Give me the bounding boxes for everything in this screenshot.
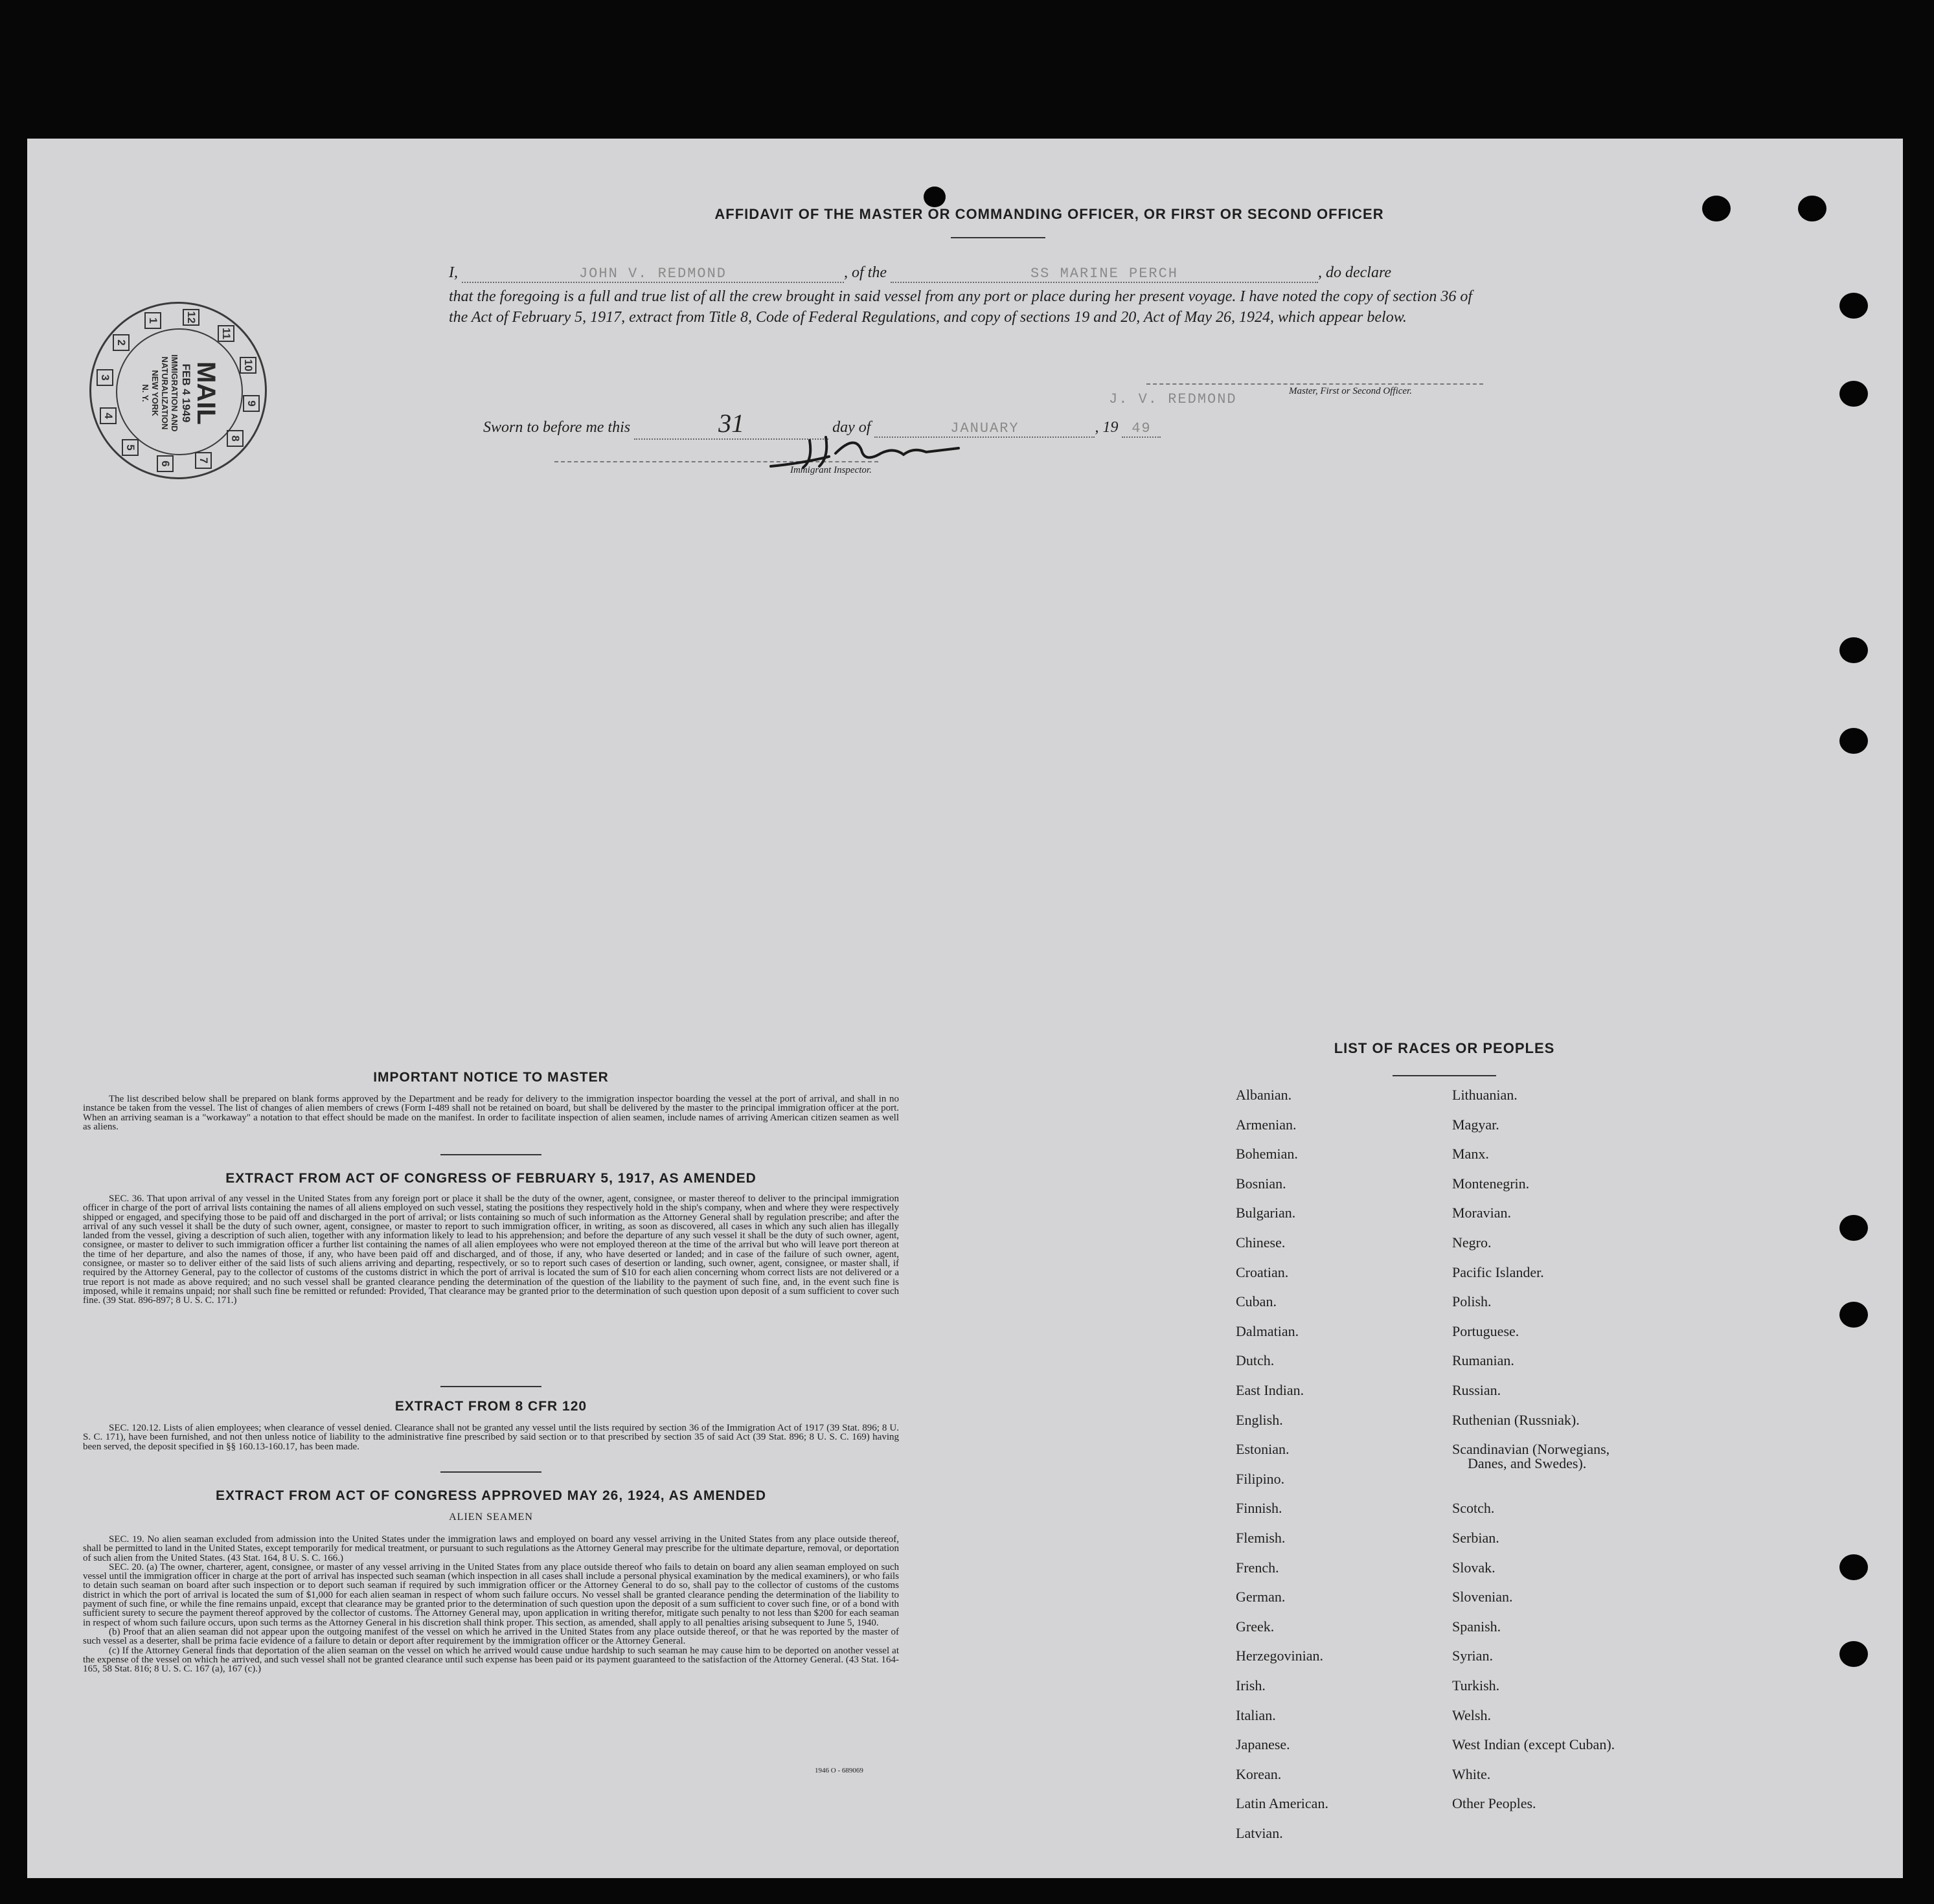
extract-cfr-paragraph: SEC. 120.12. Lists of alien employees; when clearance of vessel denied. Clearance shall not be granted any vessel until the lists required by section 36 of the Immigration Act of 1917 (39 Stat. 896; 8 U. S. C. 171), have been furnished, and not then unless notice of liability to the administrative fine prescribed by said section or to that prescribed by section 35 of said Act (39 Stat. 896; 8 U. S. C. 169) having been served, the deposit specified in §§ 160.13-160.17, has been made.: [83, 1423, 899, 1452]
year-prefix: , 19: [1095, 419, 1119, 436]
extract-1924-subheading: ALIEN SEAMEN: [449, 1512, 533, 1523]
punch-hole: [1839, 1554, 1868, 1580]
stamp-mail: MAIL: [192, 361, 220, 425]
race-item: Ruthenian (Russniak).: [1452, 1411, 1580, 1428]
extract-cfr-text: [83, 1423, 899, 1451]
race-item: Flemish.: [1236, 1530, 1286, 1546]
stamp-digit: 5: [122, 439, 139, 456]
punch-hole: [1839, 1302, 1868, 1328]
sworn-label: Sworn to before me this: [483, 419, 631, 436]
stamp-digit: 2: [113, 334, 130, 351]
punch-hole: [1839, 637, 1868, 663]
stamp-digit: 7: [195, 452, 212, 469]
race-item: Croatian.: [1236, 1264, 1289, 1280]
race-item: Rumanian.: [1452, 1352, 1514, 1369]
race-item: Scotch.: [1452, 1500, 1495, 1517]
sec20b-paragraph: (b) Proof that an alien seaman did not appear upon the outgoing manifest of the vessel on which he arrived in the United States from any place outside thereof, or that he was reported by the master of such vessel as a deserter, shall be prima facie evidence of a failure to detain or deport after requirement by the immigration officer or the Attorney General.: [83, 1626, 899, 1647]
race-item: Moravian.: [1452, 1205, 1512, 1221]
race-item: Portuguese.: [1452, 1322, 1519, 1339]
race-item: Cuban.: [1236, 1293, 1277, 1310]
race-item: Korean.: [1236, 1765, 1282, 1782]
race-item: Greek.: [1236, 1618, 1275, 1635]
races-rule: [1393, 1075, 1496, 1076]
race-item: Japanese.: [1236, 1736, 1290, 1753]
race-item: Manx.: [1452, 1146, 1489, 1162]
mail-stamp: [89, 302, 267, 479]
stamp-text: [141, 322, 220, 464]
declare-label: , do declare: [1318, 264, 1392, 281]
sworn-year: 49: [1132, 420, 1152, 436]
race-item: Bulgarian.: [1236, 1205, 1296, 1221]
punch-hole: [924, 187, 946, 207]
extract-cfr-heading: EXTRACT FROM 8 CFR 120: [394, 1399, 587, 1414]
sec20a-paragraph: SEC. 20. (a) The owner, charterer, agent, consignee, or master of any vessel arriving in the United States from any place outside thereof who fails to detain on board any alien seaman employed on such vessel until the immigration officer in charge at the port of arrival has inspected such seaman (which inspection in all cases shall include a personal physical examination by the medical examiners), or who fails to detain such seaman on board after such inspection or to deport such seaman if required by such immigration officer or the Attorney General to do so, shall pay to the collector of customs of the customs district in which the port of arrival is located the sum of $1,000 for each alien seaman in respect of whom such failure occurs. No vessel shall be granted clearance pending the determination of the liability to payment of such fine, or while the fine remains unpaid, except that clearance may be granted prior to the determination of such question upon the deposit of a sum sufficient to cover such fine, or of a bond with sufficient surety to secure the payment thereof approved by the collector of customs. The Attorney General may, upon application in writing therefor, mitigate such penalty to not less than $200 for each seaman in respect of whom such failure occurs, upon such terms as the Attorney General in his discretion shall think proper. This section, as amended, shall apply to all penalties arising subsequent to June 5, 1940.: [83, 1561, 899, 1628]
punch-hole: [1702, 196, 1731, 221]
race-item: Russian.: [1452, 1382, 1501, 1398]
race-item: Bohemian.: [1236, 1146, 1298, 1162]
races-heading: LIST OF RACES OR PEOPLES: [1334, 1040, 1555, 1056]
declaration-body: that the foregoing is a full and true list of all the crew brought in said vessel from any port or place during her present voyage. I have noted the copy of section 36 of the Act of February 5, 1917, extract from Title 8, Code of Federal Regulations, and copy of sections 19 and 20, Act of May 26, 1924, which appear below.: [449, 288, 1472, 326]
i-label: I,: [449, 264, 458, 281]
extract-1917-text: [83, 1194, 899, 1306]
race-item: Montenegrin.: [1452, 1175, 1530, 1192]
stamp-line2: NATURALIZATION: [160, 356, 170, 430]
extract-cfr-rule: [440, 1471, 541, 1473]
race-item: Danes, and Swedes).: [1468, 1455, 1587, 1472]
punch-hole: [1798, 196, 1826, 221]
race-item: Slovak.: [1452, 1559, 1496, 1576]
inspector-caption: Immigrant Inspector.: [790, 465, 872, 475]
race-item: Italian.: [1236, 1706, 1276, 1723]
race-item: Polish.: [1452, 1293, 1492, 1310]
stamp-digit: 4: [100, 407, 117, 424]
punch-hole: [1839, 728, 1868, 754]
race-item: Magyar.: [1452, 1116, 1499, 1133]
race-item: Latin American.: [1236, 1795, 1328, 1812]
race-item: Syrian.: [1452, 1648, 1493, 1664]
notice-text: [83, 1094, 899, 1131]
stamp-line1: IMMIGRATION AND: [170, 354, 179, 432]
notice-rule: [440, 1154, 541, 1155]
day-of-label: day of: [832, 419, 871, 436]
stamp-digit: 3: [97, 369, 113, 386]
extract-1917-paragraph: SEC. 36. That upon arrival of any vessel in the United States from any foreign port or place it shall be the duty of the owner, agent, consignee, or master thereof to deliver to the principal immigration officer in charge of the port of arrival lists containing the names of all aliens employed on such vessel, stating the positions they respectively hold in the ship's company, when and where they were respectively shipped or engaged, and specifying those to be paid off and discharged in the port of arrival; or lists containing so much of such information as the Attorney General shall by regulation prescribe; and after the arrival of any such vessel it shall be the duty of such owner, agent, consignee, or master to report to such immigration officer, in writing, as soon as discovered, all cases in which any such alien has illegally landed from the vessel, giving a description of such alien, together with any information likely to lead to his apprehension; and before the departure of any such vessel it shall be the duty of such owner, agent, consignee, or master to deliver to such immigration officer a further list containing the names of all alien employees who were not employed thereon at the time of the arrival but who will leave port thereon at the time of her departure, and also the names of those, if any, who have been paid off and discharged, and of those, if any, who have deserted or landed; and in case of the failure of such owner, agent, consignee, or master so to deliver either of the said lists of such aliens arriving and departing, respectively, or so to report such cases of desertion or landing, such owner, agent, consignee, or master shall, if required by the Attorney General, pay to the collector of customs of the customs district in which the port of arrival is located the sum of $10 for each alien concerning whom correct lists are not delivered or a true report is not made as above required; and no such vessel shall be granted clearance pending the determination of the question of the liability to the payment of such fine, and, in the event such fine is imposed, while it remains unpaid; nor shall such fine be remitted or refunded: Provided, That clearance may be granted prior to the determination of such question upon deposit of a sum sufficient to cover such fine. (39 Stat. 896-897; 8 U. S. C. 171.): [83, 1194, 899, 1306]
race-item: Serbian.: [1452, 1530, 1499, 1546]
declaration-line: [449, 264, 1391, 283]
race-item: Spanish.: [1452, 1618, 1501, 1635]
sworn-month: JANUARY: [950, 420, 1019, 436]
race-item: Other Peoples.: [1452, 1795, 1536, 1812]
race-item: Welsh.: [1452, 1706, 1491, 1723]
extract-1924-heading: EXTRACT FROM ACT OF CONGRESS APPROVED MAY 26, 1924, AS AMENDED: [215, 1488, 767, 1503]
race-item: Irish.: [1236, 1677, 1266, 1694]
race-item: East Indian.: [1236, 1382, 1304, 1398]
race-item: Herzegovinian.: [1236, 1648, 1323, 1664]
of-the-label: , of the: [844, 264, 887, 281]
officer-name: JOHN V. REDMOND: [578, 266, 727, 282]
race-item: French.: [1236, 1559, 1279, 1576]
stamp-digit: 6: [157, 455, 174, 472]
race-item: Albanian.: [1236, 1087, 1292, 1103]
race-item: Lithuanian.: [1452, 1087, 1518, 1103]
vessel-name: SS MARINE PERCH: [1030, 266, 1179, 282]
stamp-digit: 11: [218, 325, 234, 342]
stamp-line4: N. Y.: [141, 384, 150, 402]
stamp-line3: NEW YORK: [150, 370, 160, 416]
race-item: Turkish.: [1452, 1677, 1500, 1694]
master-signature: J. V. REDMOND: [1109, 391, 1237, 407]
race-item: White.: [1452, 1765, 1491, 1782]
notice-paragraph: The list described below shall be prepared on blank forms approved by the Department and be ready for delivery to the immigration inspector boarding the vessel at the port of arrival, and shall in no instance be taken from the vessel. The list of changes of alien members of crews (Form I-489 shall not be retained on board, but shall be delivered by the master to the principal immigration officer at the port. When an arriving seaman is a "workaway" a notation to that effect should be made on the manifest. In order to facilitate inspection of alien seamen, include names of arriving American citizen seamen as well as aliens.: [83, 1094, 899, 1132]
race-item: German.: [1236, 1589, 1286, 1605]
race-item: Negro.: [1452, 1234, 1492, 1251]
race-item: Finnish.: [1236, 1500, 1282, 1517]
race-item: Dalmatian.: [1236, 1322, 1299, 1339]
print-code: 1946 O - 689069: [815, 1767, 863, 1774]
race-item: Bosnian.: [1236, 1175, 1286, 1192]
race-item: Scandinavian (Norwegians,: [1452, 1441, 1610, 1458]
master-signature-line: [1146, 383, 1483, 385]
stamp-digit: 1: [144, 312, 161, 329]
punch-hole: [1839, 381, 1868, 407]
race-item: Estonian.: [1236, 1441, 1290, 1458]
extract-1917-rule: [440, 1386, 541, 1387]
race-item: Armenian.: [1236, 1116, 1297, 1133]
race-item: West Indian (except Cuban).: [1452, 1736, 1615, 1753]
sworn-day: 31: [718, 409, 745, 438]
punch-hole: [1839, 1215, 1868, 1241]
stamp-date: FEB 4 1949: [180, 363, 192, 423]
punch-hole: [1839, 1641, 1868, 1667]
stamp-digit: 10: [240, 357, 256, 374]
affidavit-title: AFFIDAVIT OF THE MASTER OR COMMANDING OFFICER, OR FIRST OR SECOND OFFICER: [714, 206, 1384, 222]
extract-1924-text: [83, 1535, 899, 1673]
race-item: Chinese.: [1236, 1234, 1286, 1251]
race-item: Pacific Islander.: [1452, 1264, 1544, 1280]
master-caption: Master, First or Second Officer.: [1289, 386, 1412, 396]
sec19-paragraph: SEC. 19. No alien seaman excluded from admission into the United States under the immigration laws and employed on board any vessel arriving in the United States from any place outside thereof, shall be permitted to land in the United States, except temporarily for medical treatment, or pursuant to such regulations as the Attorney General may prescribe for the ultimate departure, removal, or deportation of such alien from the United States. (43 Stat. 164, 8 U. S. C. 166.): [83, 1534, 899, 1563]
stamp-digit: 12: [183, 309, 199, 326]
sec20c-paragraph: (c) If the Attorney General finds that deportation of the alien seaman on the vessel on which he arrived would cause undue hardship to such seaman he may cause him to be deported on another vessel at the expense of the vessel on which he arrived, and such vessel shall not be granted clearance until such expense has been paid or its payment guaranteed to the satisfaction of the Attorney General. (43 Stat. 164-165, 58 Stat. 816; 8 U. S. C. 167 (a), 167 (c).): [83, 1645, 899, 1675]
title-underline: [951, 237, 1045, 238]
stamp-digit: 8: [227, 430, 244, 447]
notice-heading: IMPORTANT NOTICE TO MASTER: [373, 1070, 609, 1085]
extract-1917-heading: EXTRACT FROM ACT OF CONGRESS OF FEBRUARY 5, 1917, AS AMENDED: [225, 1171, 757, 1186]
race-item: Latvian.: [1236, 1825, 1283, 1841]
race-item: Filipino.: [1236, 1470, 1285, 1487]
punch-hole: [1839, 293, 1868, 319]
race-item: English.: [1236, 1411, 1283, 1428]
race-item: Slovenian.: [1452, 1589, 1513, 1605]
stamp-digit: 9: [243, 395, 260, 412]
race-item: Dutch.: [1236, 1352, 1275, 1369]
